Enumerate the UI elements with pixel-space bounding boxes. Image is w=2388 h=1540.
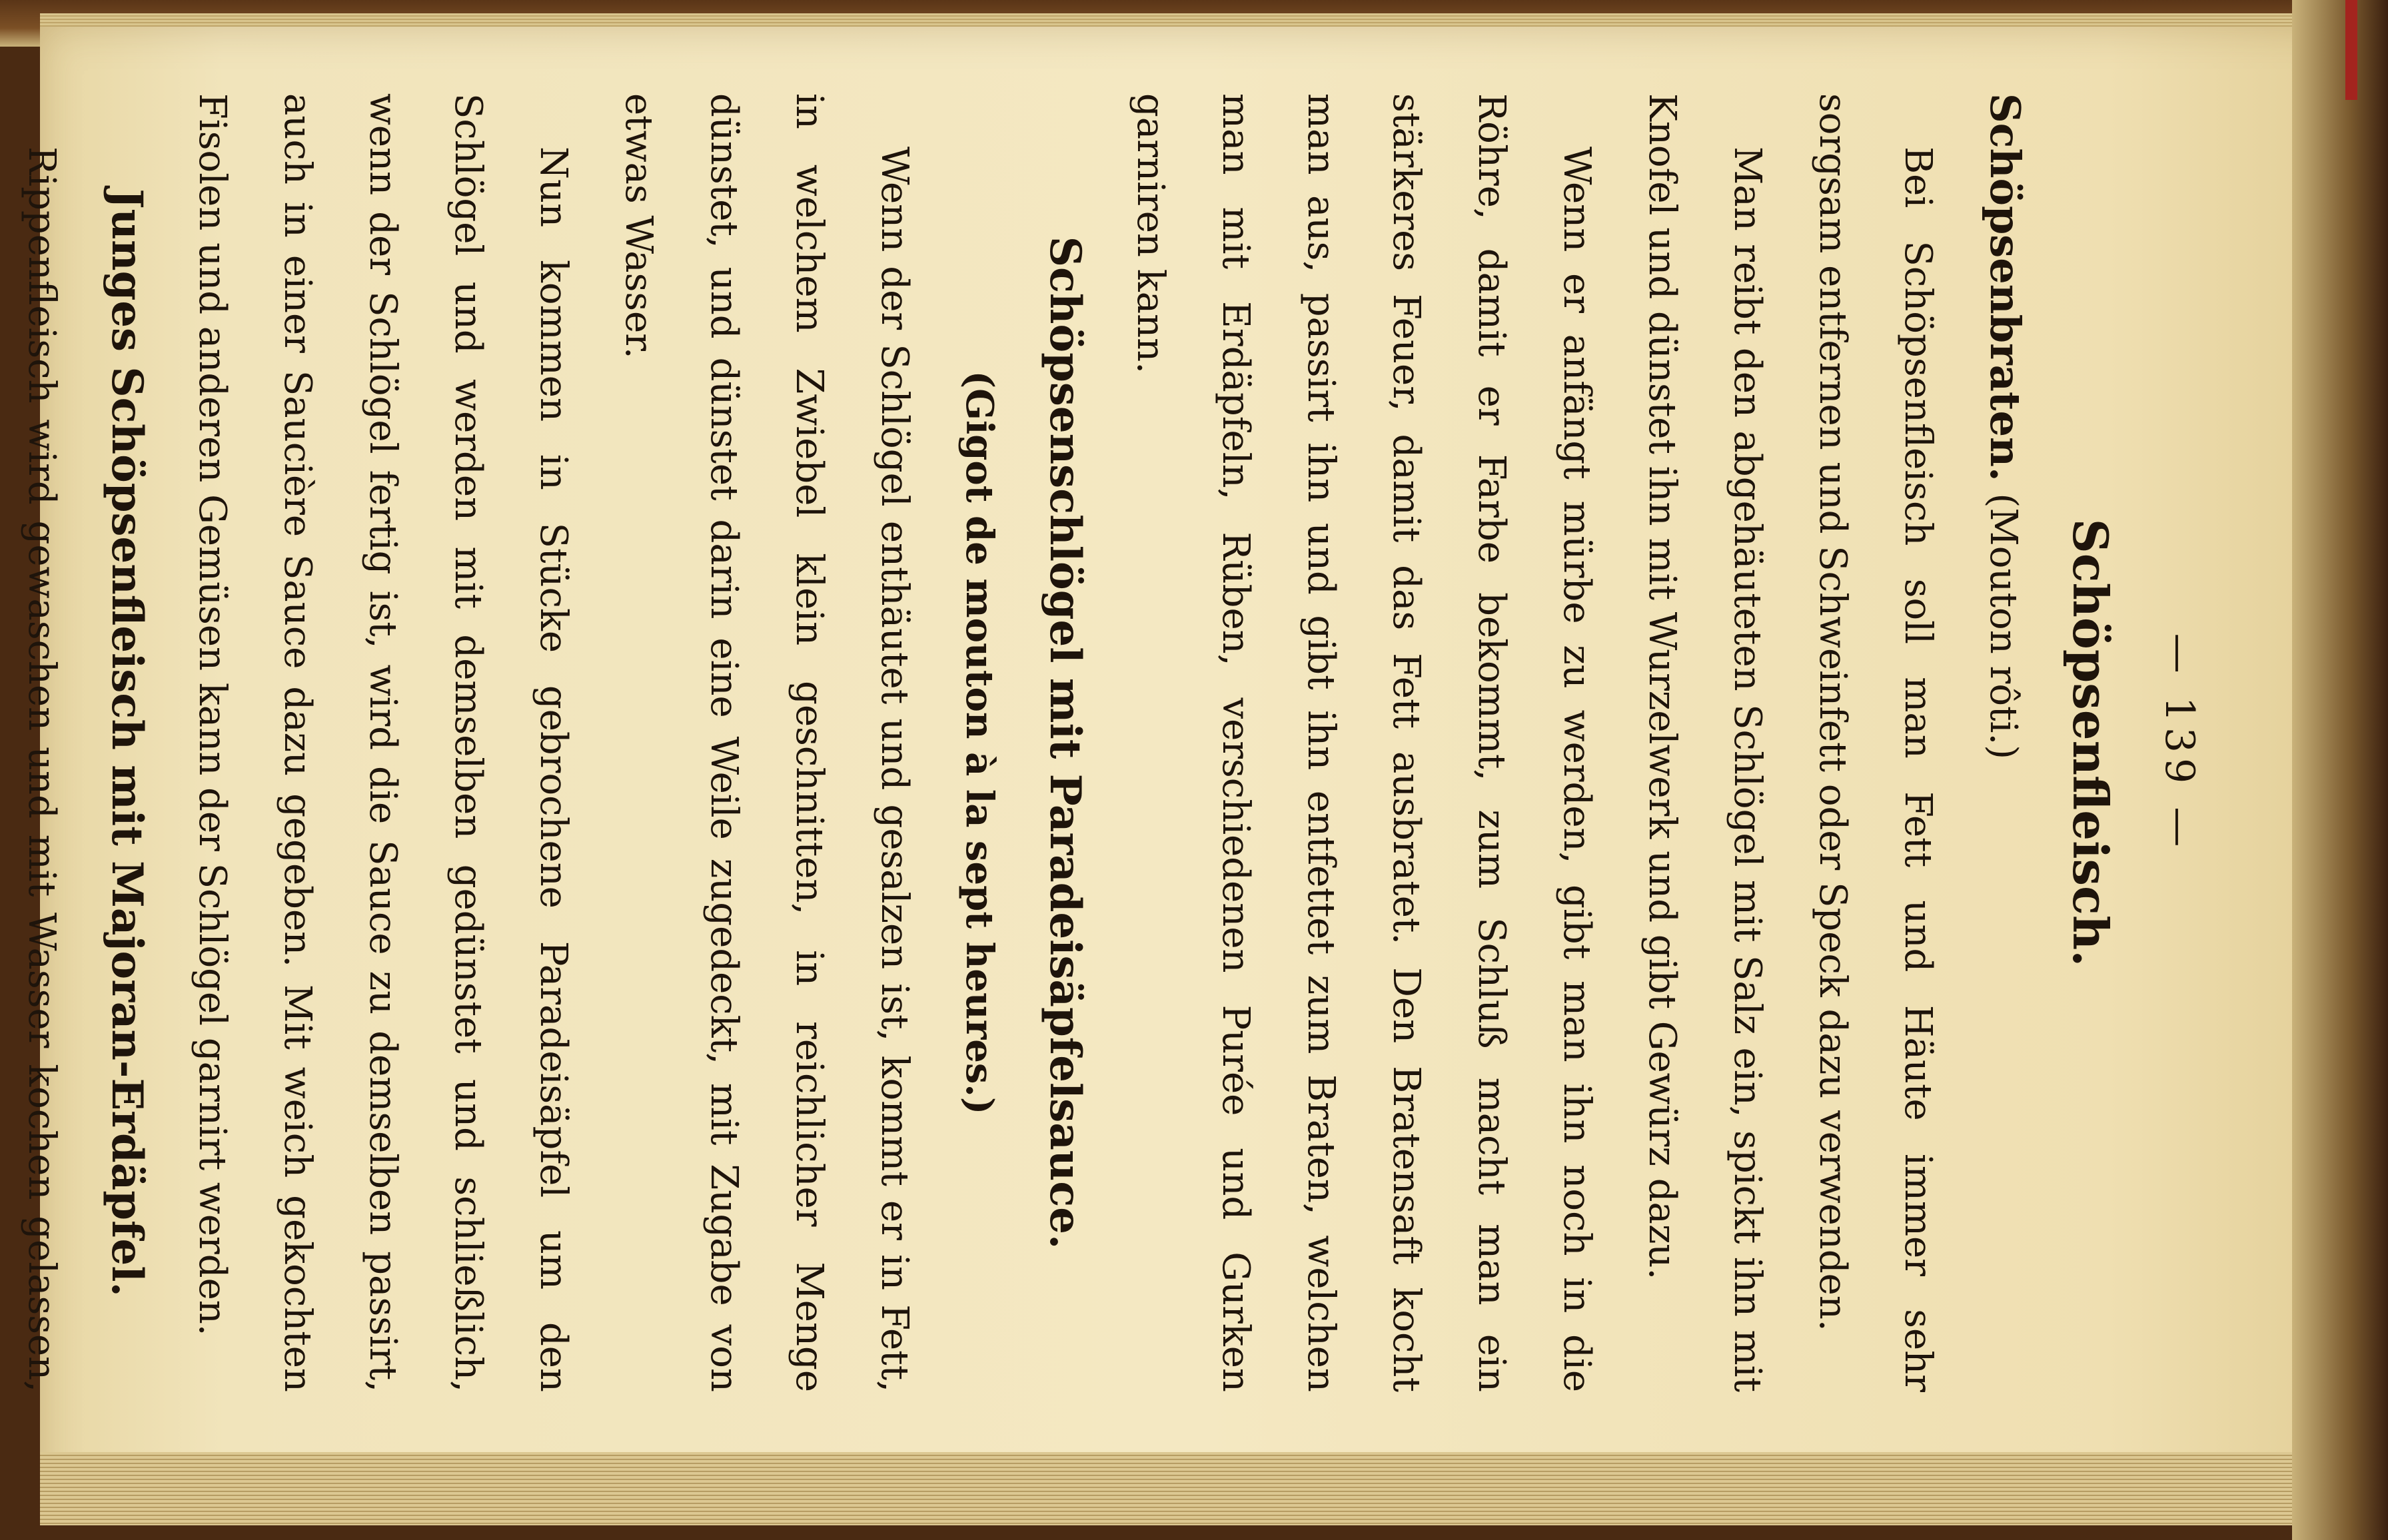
paragraph: Wenn der Schlögel enthäutet und gesalzen ist, kommt er in Fett, in welchem Zwiebel klein geschnitten, in reichlicher Menge dünstet, und dünstet darin eine Weile zugedeckt, mit Zugabe von etwas Wasser. [617, 93, 916, 1392]
paragraph: Wenn er anfängt mürbe zu werden, gibt man ihn noch in die Röhre, damit er Farbe bekommt, zum Schluß macht man ein stärkeres Feuer, damit das Fett ausbratet. Den Bratensaft kocht man aus, passirt ihn und gibt ihn entfettet zum Braten, welchen man mit Erdäpfeln, Rüben, verschiedenen Purée und Gurken garniren kann. [1129, 93, 1598, 1392]
page-number: — 139 — [2156, 633, 2203, 853]
section-heading: Schöpsenfleisch. [2062, 518, 2119, 967]
paragraph: Man reibt den abgehäuteten Schlögel mit Salz ein, spickt ihn mit Knofel und dünstet ihn mit Wurzelwerk und gibt Gewürz dazu. [1640, 93, 1769, 1392]
bookmark-ribbon [2345, 0, 2357, 100]
paragraph: Bei Schöpsenfleisch soll man Fett und Häute immer sehr sorgsam entfernen und Schweinfett oder Speck dazu verwenden. [1811, 93, 1940, 1392]
paragraph [1960, 93, 2048, 1392]
paragraph: Rippenfleisch wird gewaschen und mit Wasser kochen gelassen, [20, 147, 63, 1392]
page-text [20, 93, 2222, 1392]
page-edges-stack [40, 1452, 2339, 1525]
run-in-heading: Schöpsenbraten. [1981, 93, 2030, 482]
paragraph: Nun kommen in Stücke gebrochene Paradeisäpfel um den Schlögel und werden mit demselben gedünstet und schließlich, wenn der Schlögel fertig ist, wird die Sauce zu demselben passirt, auch in einer Saucière Sauce dazu gegeben. Mit weich gekochten Fisolen und anderen Gemüsen kann der Schlögel garnirt werden. [191, 93, 575, 1392]
book-gutter [2292, 0, 2388, 1540]
paragraph-text: (Mouton rôti.) [1982, 493, 2025, 760]
section-heading: Junges Schöpsenfleisch mit Majoran-Erdäpfel. [102, 189, 152, 1297]
section-subheading: (Gigot de mouton à la sept heures.) [957, 370, 1001, 1115]
section-heading: Schöpsenschlögel mit Paradeisäpfelsauce. [1040, 236, 1090, 1250]
